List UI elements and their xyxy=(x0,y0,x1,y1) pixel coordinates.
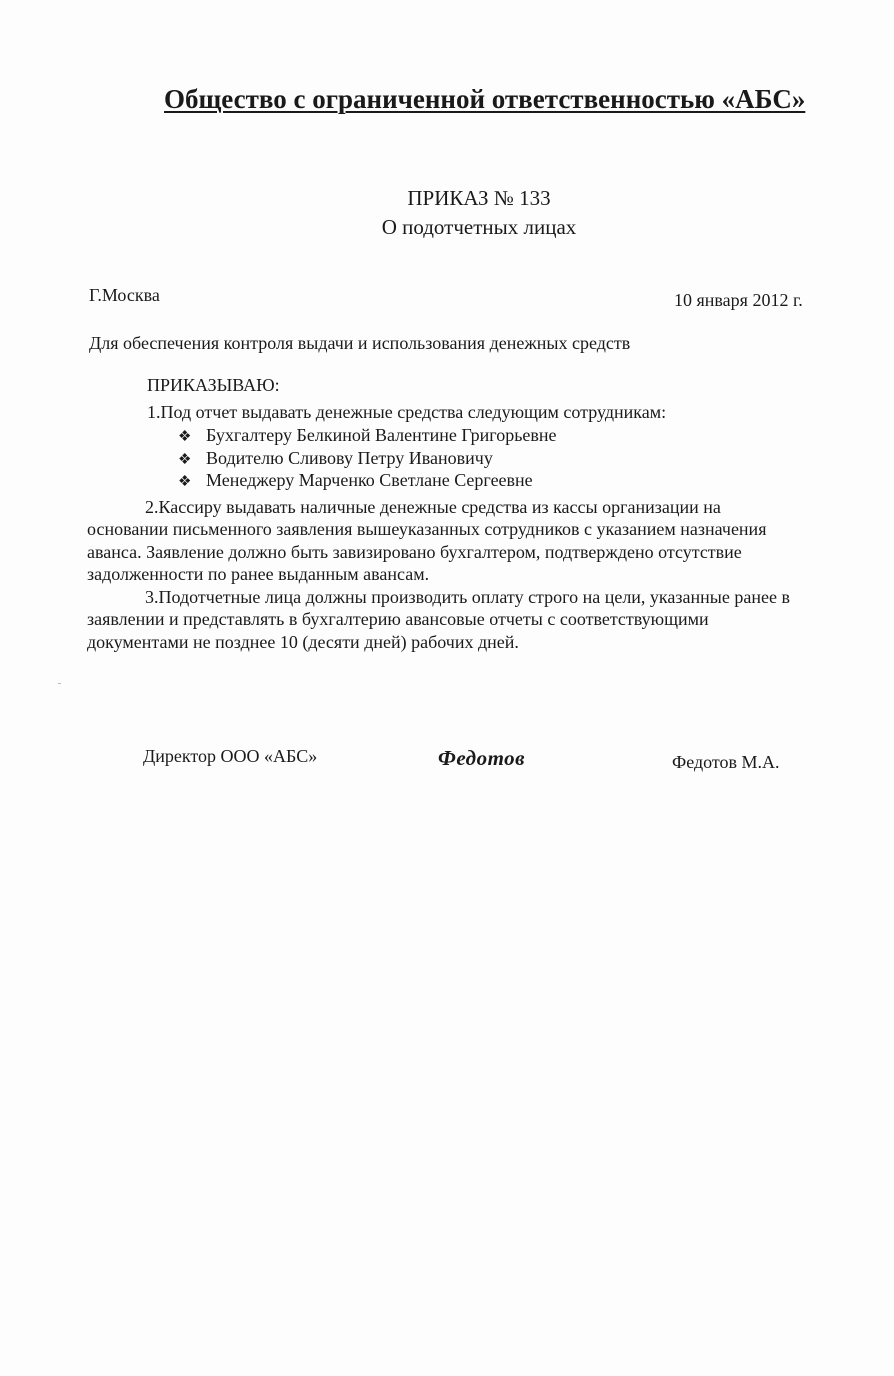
order-subject: О подотчетных лицах xyxy=(381,215,577,239)
bullet-icon: ❖ xyxy=(178,429,192,445)
item-2-line: основании письменного заявления вышеуказанных сотрудников с указанием назначения xyxy=(87,519,767,540)
item-2 xyxy=(87,496,887,585)
organization-title: Общество с ограниченной ответственностью «АБС» xyxy=(164,84,806,114)
intro-text: Для обеспечения контроля выдачи и использования денежных средств xyxy=(89,333,631,353)
order-date: 10 января 2012 г. xyxy=(674,290,803,310)
item-3 xyxy=(87,586,887,653)
bullet-icon: ❖ xyxy=(178,474,192,490)
bullet-icon: ❖ xyxy=(178,452,192,468)
employee-list-item xyxy=(178,448,493,469)
scan-speck xyxy=(58,683,61,684)
employee-list-item xyxy=(178,425,557,446)
order-number: ПРИКАЗ № 133 xyxy=(407,186,551,210)
signature-role: Директор ООО «АБС» xyxy=(143,746,318,766)
employee-text: Водителю Сливову Петру Ивановичу xyxy=(206,448,493,468)
item-1: 1.Под отчет выдавать денежные средства следующим сотрудникам: xyxy=(147,402,667,422)
signature-name: Федотов М.А. xyxy=(672,752,780,772)
order-word: ПРИКАЗЫВАЮ: xyxy=(147,375,280,395)
city: Г.Москва xyxy=(89,285,160,305)
employee-text: Менеджеру Марченко Светлане Сергеевне xyxy=(206,470,533,490)
handwritten-signature: Федотов xyxy=(438,746,526,770)
item-2-line: аванса. Заявление должно быть завизировано бухгалтером, подтверждено отсутствие xyxy=(87,541,742,562)
item-2-line: 2.Кассиру выдавать наличные денежные средства из кассы организации на xyxy=(145,497,721,517)
item-3-line: 3.Подотчетные лица должны производить оплату строго на цели, указанные ранее в xyxy=(145,587,790,607)
employee-list-item xyxy=(178,470,533,491)
item-2-line: задолженности по ранее выданным авансам. xyxy=(87,563,430,584)
item-3-line: документами не позднее 10 (десяти дней) рабочих дней. xyxy=(87,631,519,652)
employee-text: Бухгалтеру Белкиной Валентине Григорьевне xyxy=(206,425,557,445)
item-3-line: заявлении и представлять в бухгалтерию авансовые отчеты с соответствующими xyxy=(87,609,709,630)
